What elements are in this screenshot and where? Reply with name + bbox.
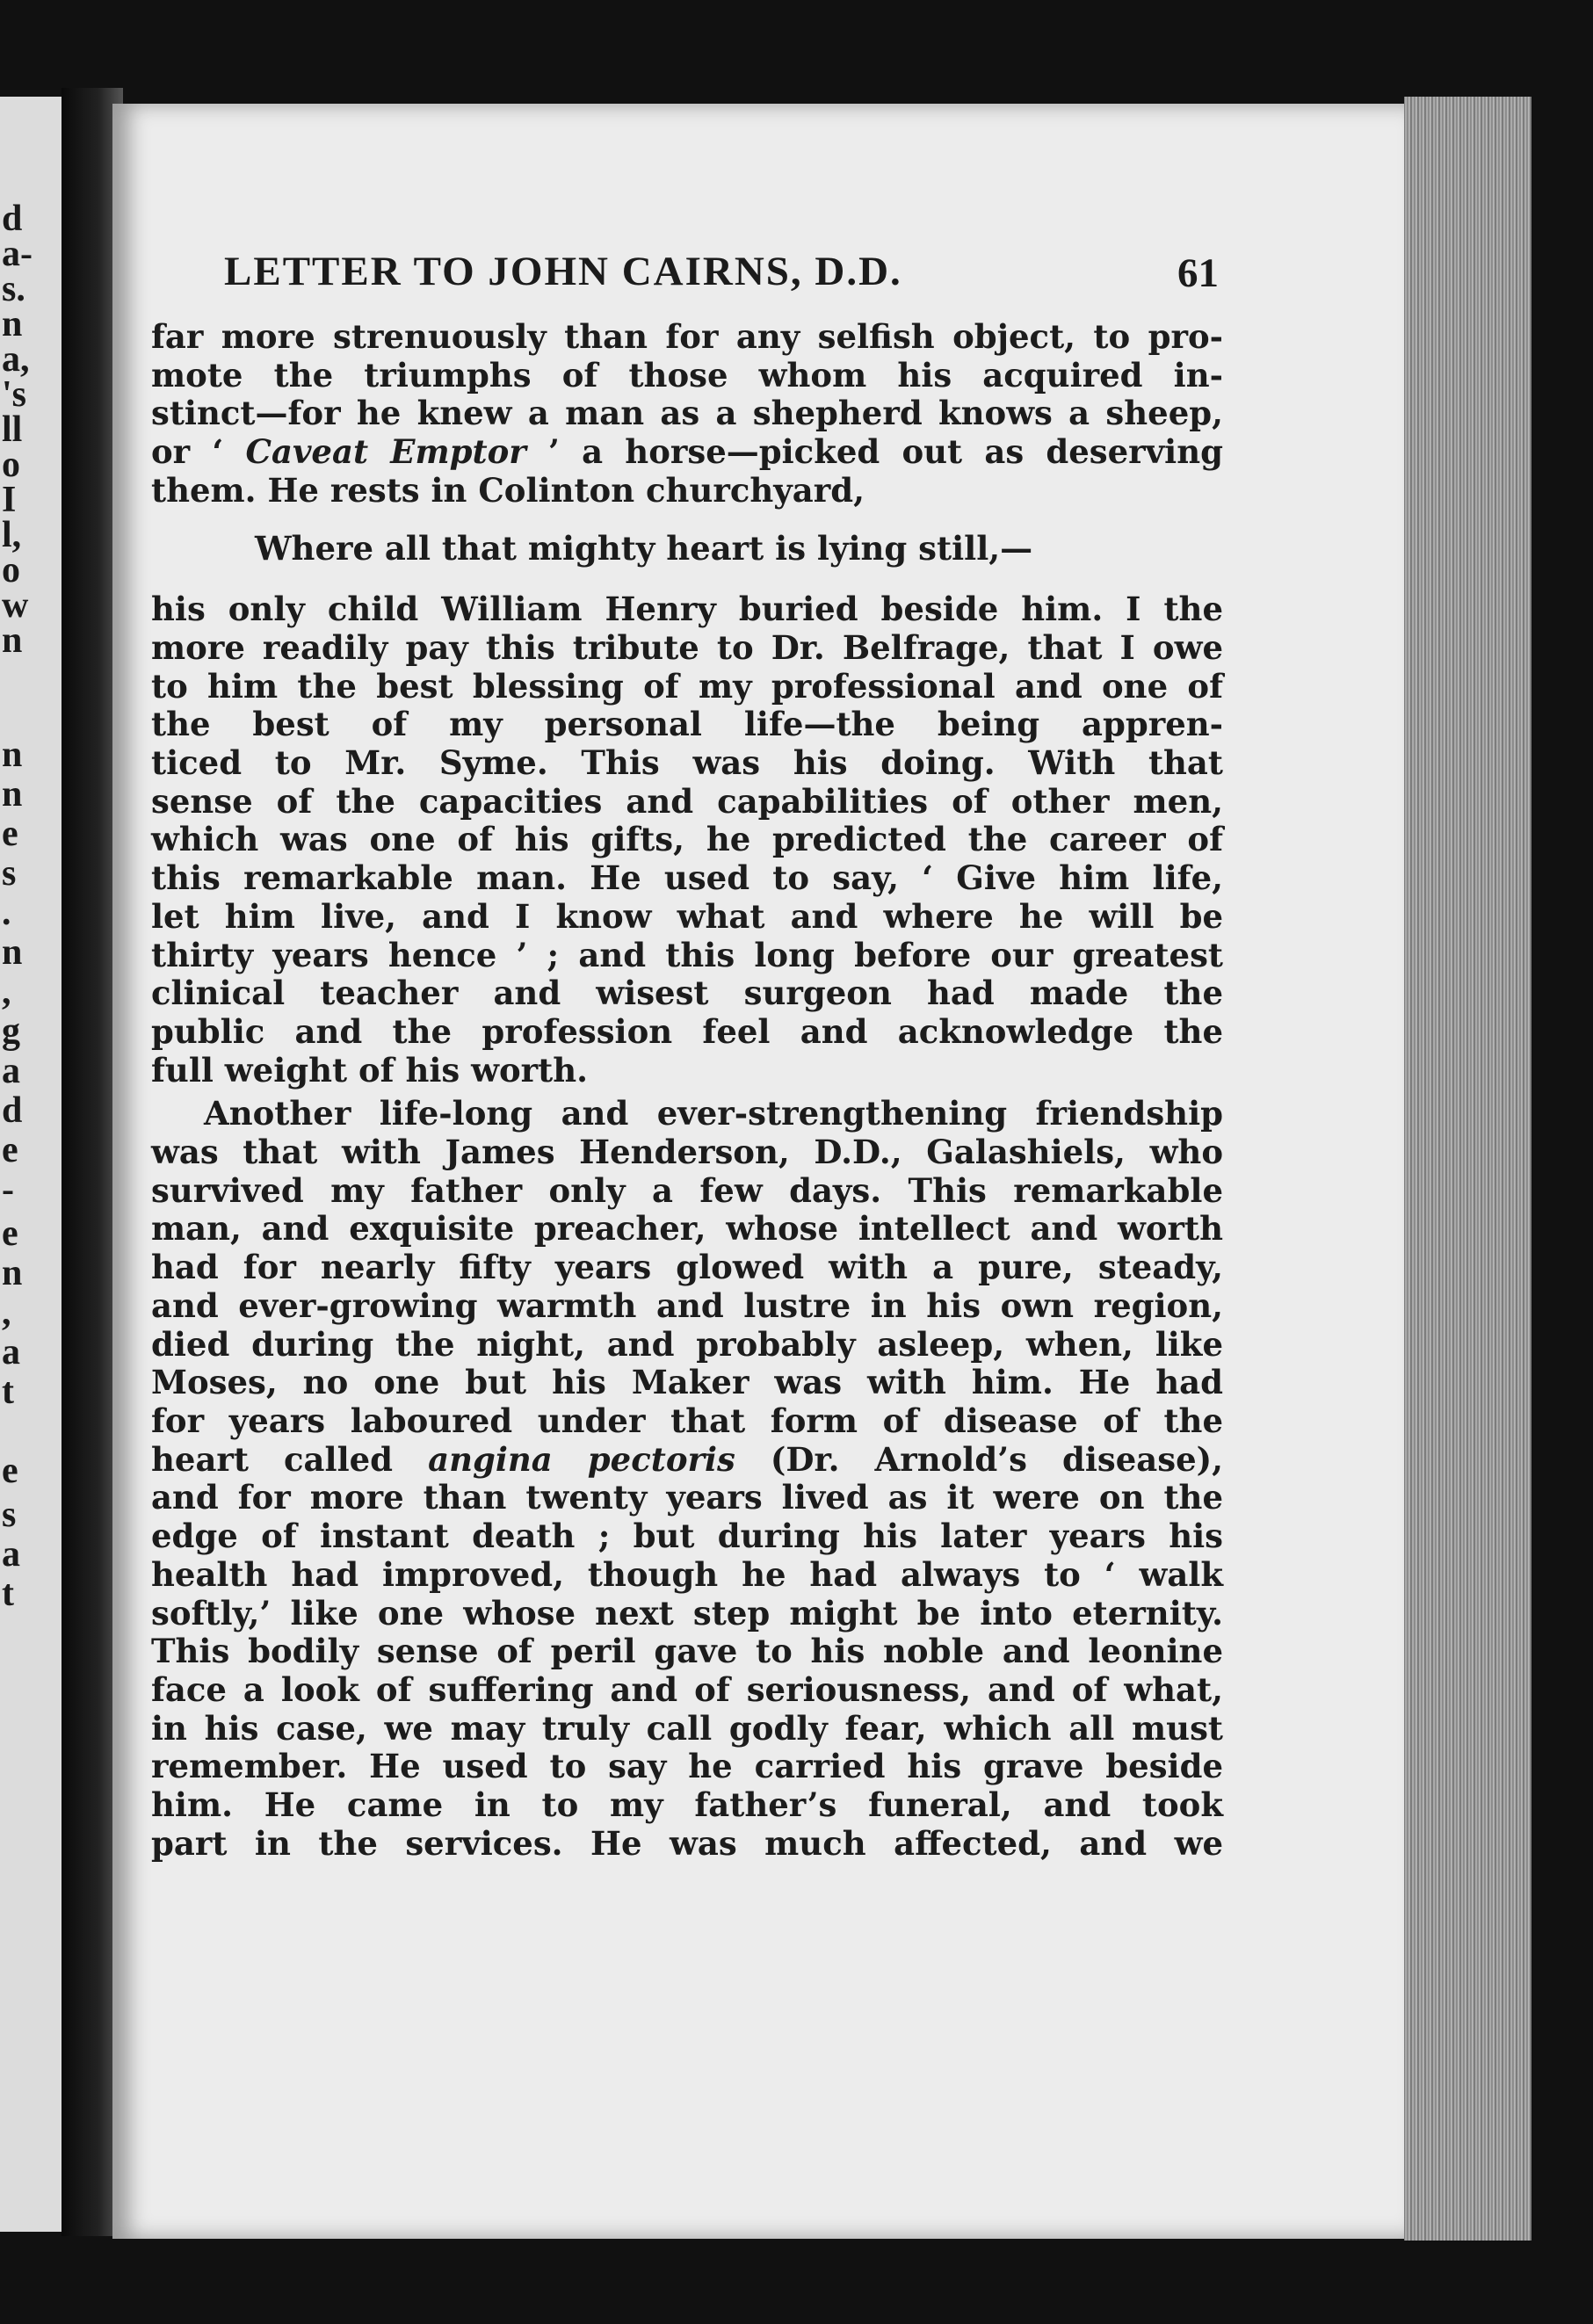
text-line: ticed to Mr. Syme. This was his doing. With that [151, 743, 1223, 783]
text-line: Another life-long and ever-strengthening friendship [204, 1094, 1223, 1133]
text-line: died during the night, and probably asleep, when, like [151, 1324, 1223, 1364]
page-edges [1404, 97, 1531, 2241]
facing-page-fragment: a- [2, 234, 33, 274]
facing-page-fragment: g [2, 1011, 20, 1052]
text-line: in his case, we may truly call godly fear, which all must [151, 1708, 1223, 1748]
facing-page-fragment: , [2, 1292, 11, 1333]
text-line: them. He rests in Colinton churchyard, [151, 470, 865, 510]
text-line: health had improved, though he had always to ‘ walk [151, 1554, 1223, 1594]
facing-page-fragment: o [2, 445, 20, 485]
facing-page-fragment: I [2, 480, 17, 520]
text-line: this remarkable man. He used to say, ‘ Give him life, [151, 858, 1223, 898]
text-line: for years laboured under that form of disease of the [151, 1401, 1223, 1440]
facing-page-fragment: e [2, 1451, 18, 1491]
facing-page-fragment: e [2, 1130, 18, 1170]
text-line: his only child William Henry buried beside him. I the [151, 590, 1223, 629]
facing-page-fragment: , [2, 972, 11, 1012]
text-line: and ever-growing warmth and lustre in his own region, [151, 1285, 1223, 1325]
text-line: mote the triumphs of those whom his acquired in- [151, 355, 1223, 395]
facing-page-fragment: t [2, 1372, 14, 1412]
text-line-emptor: or ‘ Caveat Emptor ’ a horse—picked out as deserving [151, 432, 1223, 472]
facing-page-fragment: n [2, 774, 23, 814]
facing-page-fragment: w [2, 585, 29, 626]
facing-page-fragment: e [2, 814, 18, 854]
text-line: let him live, and I know what and where he will be [151, 896, 1223, 936]
facing-page-fragment: l, [2, 515, 22, 555]
text-line: more readily pay this tribute to Dr. Belfrage, that I owe [151, 627, 1223, 667]
facing-page-fragment: o [2, 550, 20, 590]
facing-page-fragment: s [2, 853, 17, 894]
facing-page-fragment: 's [2, 374, 27, 415]
text-line: to him the best blessing of my professional and one of [151, 666, 1223, 706]
facing-page-fragment: n [2, 620, 23, 661]
text-line: edge of instant death ; but during his later years his [151, 1517, 1223, 1556]
text-line: public and the profession feel and acknowledge the [151, 1011, 1223, 1051]
facing-page-fragment: . [2, 893, 11, 933]
facing-page-fragment: - [2, 1169, 14, 1210]
facing-page-fragment: a [2, 1332, 20, 1372]
text-line: was that with James Henderson, D.D., Galashiels, who [151, 1133, 1223, 1172]
facing-page-fragment: s. [2, 269, 25, 309]
facing-page-fragment: n [2, 735, 23, 775]
text-line: This bodily sense of peril gave to his noble and leonine [151, 1632, 1223, 1671]
facing-page-fragment: t [2, 1574, 14, 1614]
facing-page-fragment: e [2, 1213, 18, 1254]
facing-page-fragment: s [2, 1495, 17, 1535]
text-line: thirty years hence ’ ; and this long before our greatest [151, 935, 1223, 974]
facing-page-fragment: n [2, 304, 23, 344]
facing-page [0, 97, 62, 2232]
text-line-angina: heart called angina pectoris (Dr. Arnold’s disease), [151, 1439, 1223, 1479]
running-title: LETTER TO JOHN CAIRNS, D.D. [224, 249, 902, 294]
body-text [151, 318, 1223, 1863]
facing-page-fragment: a, [2, 339, 30, 380]
page-number: 61 [1177, 250, 1219, 296]
facing-page-text-edge [0, 97, 62, 2232]
text-line: Moses, no one but his Maker was with him. He had [151, 1363, 1223, 1402]
text-line: man, and exquisite preacher, whose intellect and worth [151, 1209, 1223, 1249]
text-line: sense of the capacities and capabilities of other men, [151, 781, 1223, 821]
text-line: softly,’ like one whose next step might be into eternity. [151, 1593, 1223, 1633]
facing-page-fragment: ll [2, 409, 23, 450]
text-line: stinct—for he knew a man as a shepherd knows a sheep, [151, 394, 1223, 433]
text-line: remember. He used to say he carried his grave beside [151, 1747, 1223, 1786]
text-line: clinical teacher and wisest surgeon had made the [151, 974, 1223, 1013]
text-line: him. He came in to my father’s funeral, and took [151, 1785, 1223, 1825]
facing-page-fragment: a [2, 1051, 20, 1091]
text-line: survived my father only a few days. This remarkable [151, 1170, 1223, 1210]
text-line: face a look of suffering and of seriousness, and of what, [151, 1669, 1223, 1709]
facing-page-fragment: n [2, 932, 23, 973]
text-line: had for nearly fifty years glowed with a pure, steady, [151, 1248, 1223, 1287]
facing-page-fragment: n [2, 1253, 23, 1293]
facing-page-fragment: d [2, 1090, 23, 1131]
text-line: far more strenuously than for any selfish object, to pro- [151, 317, 1223, 356]
text-line: part in the services. He was much affected, and we [151, 1823, 1223, 1863]
verse-quote: Where all that mighty heart is lying still,— [255, 528, 1033, 568]
text-line: the best of my personal life—the being appren- [151, 705, 1223, 744]
text-line: and for more than twenty years lived as it were on the [151, 1478, 1223, 1517]
facing-page-fragment: a [2, 1534, 20, 1575]
facing-page-fragment: d [2, 199, 23, 239]
text-line: which was one of his gifts, he predicted the career of [151, 820, 1223, 859]
text-line: full weight of his worth. [151, 1050, 589, 1090]
